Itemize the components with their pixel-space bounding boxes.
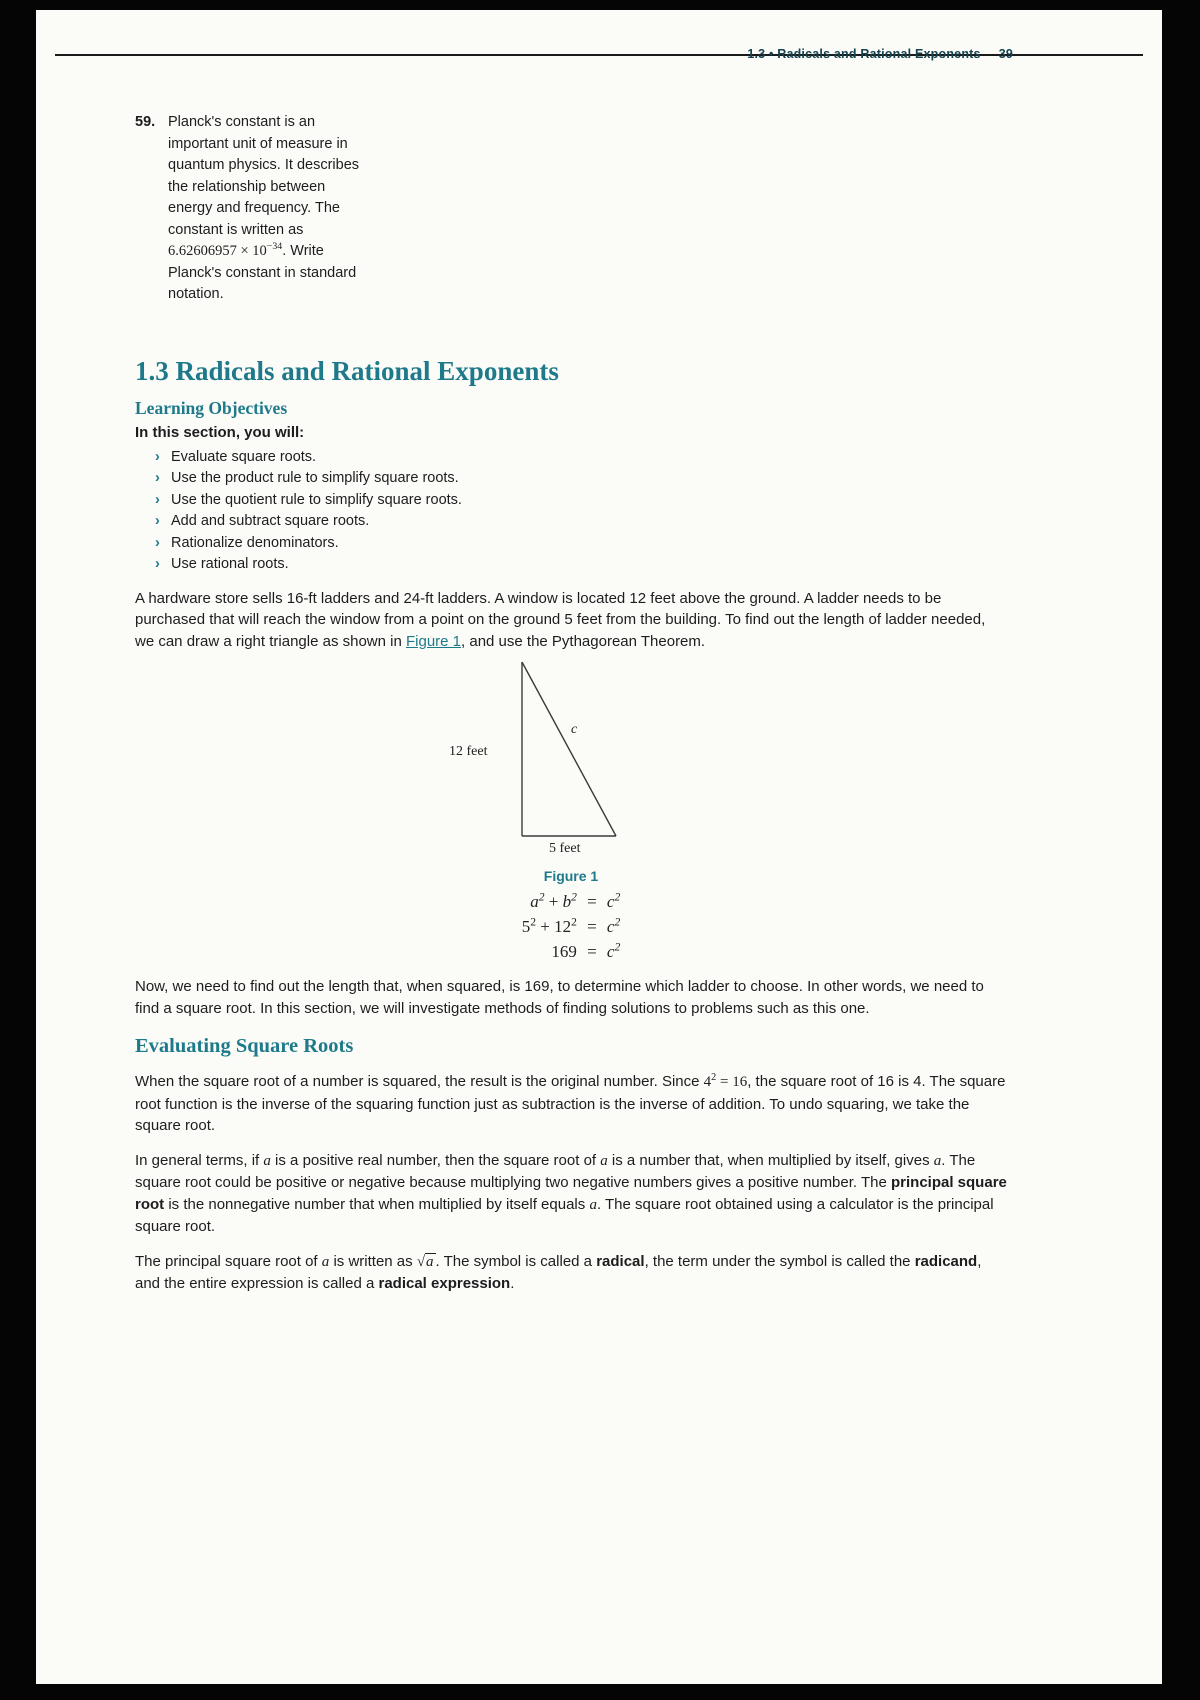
- body-paragraph: [135, 1251, 1007, 1295]
- text-segment: 2: [571, 890, 577, 904]
- learning-objectives-heading: Learning Objectives: [135, 397, 288, 418]
- list-item: [135, 447, 1007, 469]
- list-item: [135, 554, 1007, 576]
- evaluating-square-roots-heading: Evaluating Square Roots: [135, 1035, 354, 1057]
- page-number: 39: [998, 47, 1013, 61]
- list-item: [135, 490, 1007, 512]
- equation-rhs: [607, 942, 620, 962]
- equation-rhs: [607, 892, 620, 912]
- textbook-page: [36, 10, 1162, 1684]
- vertical-side-label: 12 feet: [449, 744, 488, 759]
- text-segment: 4: [703, 1074, 712, 1090]
- text-segment: +: [544, 892, 563, 911]
- text-segment: 169: [551, 942, 577, 961]
- objectives-list: [135, 447, 1007, 576]
- intro-paragraph: [135, 588, 1007, 653]
- text-segment: 2: [614, 890, 621, 904]
- text-segment: . The symbol is called a: [435, 1252, 597, 1270]
- text-segment: a: [263, 1152, 271, 1169]
- text-segment: is written as: [329, 1252, 417, 1270]
- figure-caption: Figure 1: [543, 868, 599, 884]
- text-segment: c: [606, 892, 615, 911]
- equation-lhs: [522, 917, 577, 937]
- learning-objectives-intro: In this section, you will:: [135, 423, 305, 441]
- text-segment: radical: [596, 1252, 645, 1270]
- equals-sign: =: [587, 917, 597, 936]
- chevron-bullet-icon: ›: [155, 534, 160, 551]
- text-segment: A hardware store sells 16-ft ladders and 24-ft ladders. A window is located 12 feet above the ground. A ladder needs to be purchased that will reach the window from a point on the ground 5 feet from the building. To find out the length of ladder needed, we can draw a right triangle as shown in: [135, 589, 986, 650]
- text-segment: In general terms, if: [135, 1151, 264, 1169]
- text-segment: Planck's constant is an important unit of measure in quantum physics. It describes the relationship between energy and frequency. The constant is written as: [168, 114, 360, 238]
- text-segment: The principal square root of: [135, 1252, 322, 1270]
- exercise-59: [135, 112, 1007, 306]
- text-segment: radical expression: [378, 1275, 511, 1292]
- chevron-bullet-icon: ›: [155, 556, 160, 572]
- text-segment: is a positive real number, then the square root of: [270, 1151, 601, 1169]
- page-content: [135, 10, 1007, 1295]
- chevron-bullet-icon: ›: [155, 513, 160, 529]
- exercise-text: [168, 112, 370, 306]
- chevron-bullet-icon: ›: [155, 491, 160, 508]
- objective-label: Evaluate square roots.: [171, 448, 317, 465]
- text-segment: is a number that, when multiplied by itself, gives: [607, 1151, 934, 1169]
- text-segment: = 16: [716, 1074, 748, 1090]
- text-segment: 2: [711, 1072, 717, 1083]
- text-segment: −34: [266, 241, 283, 253]
- text-segment: . Write Planck's constant in standard notation.: [168, 243, 357, 302]
- text-segment: 12: [554, 917, 572, 936]
- equation-rhs: [607, 917, 620, 937]
- text-segment: 5: [521, 917, 531, 936]
- objective-label: Use the quotient rule to simplify square roots.: [171, 491, 462, 508]
- text-segment: a: [321, 1253, 330, 1270]
- after-equations-paragraph: Now, we need to find out the length that, when squared, is 169, to determine which ladder to choose. In other words, we need to find a square root. In this section, we will investigate methods of finding solutions to problems such as this one.: [135, 978, 984, 1017]
- list-item: [135, 468, 1007, 490]
- equation-lhs: [522, 892, 577, 912]
- hypotenuse-label: c: [571, 722, 578, 737]
- text-segment: a: [530, 892, 539, 911]
- text-segment: 2: [614, 915, 621, 929]
- objective-label: Use rational roots.: [171, 556, 289, 572]
- chevron-bullet-icon: ›: [155, 448, 160, 465]
- figure-1-link[interactable]: Figure 1: [405, 632, 462, 650]
- text-segment: , and the entire expression is called a: [135, 1252, 982, 1292]
- text-segment: principal square root: [135, 1174, 1007, 1213]
- text-segment: 2: [571, 915, 577, 929]
- text-segment: , the square root of 16 is 4. The square root function is the inverse of the squaring function just as subtraction is the inverse of addition. To undo squaring, we take the square root.: [135, 1073, 1006, 1134]
- text-segment: c: [606, 917, 615, 936]
- text-segment: a: [600, 1152, 608, 1169]
- objective-label: Use the product rule to simplify square roots.: [171, 470, 459, 486]
- text-segment: . The square root could be positive or negative because multiplying two negative numbers gives a positive number. The: [135, 1151, 976, 1191]
- text-segment: , and use the Pythagorean Theorem.: [461, 632, 706, 650]
- base-side-label: 5 feet: [549, 841, 581, 856]
- text-segment: When the square root of a number is squared, the result is the original number. Since: [135, 1073, 704, 1090]
- text-segment: , the term under the symbol is called the: [644, 1252, 915, 1270]
- equation-lhs: [522, 942, 577, 962]
- chevron-bullet-icon: ›: [155, 470, 160, 486]
- text-segment: c: [606, 942, 615, 961]
- text-segment: .: [510, 1275, 515, 1292]
- right-triangle-diagram: [516, 658, 626, 843]
- body-paragraph: [135, 1150, 1007, 1238]
- text-segment: +: [536, 917, 555, 936]
- list-item: [135, 511, 1007, 533]
- text-segment: 2: [538, 890, 545, 904]
- figure-1: [421, 658, 721, 866]
- text-segment: b: [562, 892, 572, 911]
- pythagorean-equations: [135, 892, 1007, 962]
- text-segment: a: [589, 1196, 597, 1213]
- running-title: 1.3 • Radicals and Rational Exponents: [747, 47, 981, 61]
- list-item: [135, 533, 1007, 555]
- text-segment: 2: [614, 940, 621, 954]
- square-root-expression: √a: [416, 1253, 434, 1270]
- objective-label: Rationalize denominators.: [171, 534, 339, 551]
- section-title: 1.3 Radicals and Rational Exponents: [135, 355, 559, 386]
- text-segment: 2: [530, 915, 537, 929]
- text-segment: is the nonnegative number that when multiplied by itself equals: [164, 1195, 590, 1213]
- text-segment: a: [933, 1152, 942, 1169]
- body-paragraph: [135, 1071, 1007, 1137]
- equals-sign: =: [587, 942, 597, 961]
- text-segment: . The square root obtained using a calculator is the principal square root.: [135, 1195, 994, 1235]
- objective-label: Add and subtract square roots.: [171, 513, 370, 529]
- exercise-number: 59.: [135, 114, 156, 130]
- text-segment: radicand: [914, 1252, 978, 1270]
- text-segment: 6.62606957 × 10: [168, 243, 267, 259]
- equals-sign: =: [587, 892, 597, 911]
